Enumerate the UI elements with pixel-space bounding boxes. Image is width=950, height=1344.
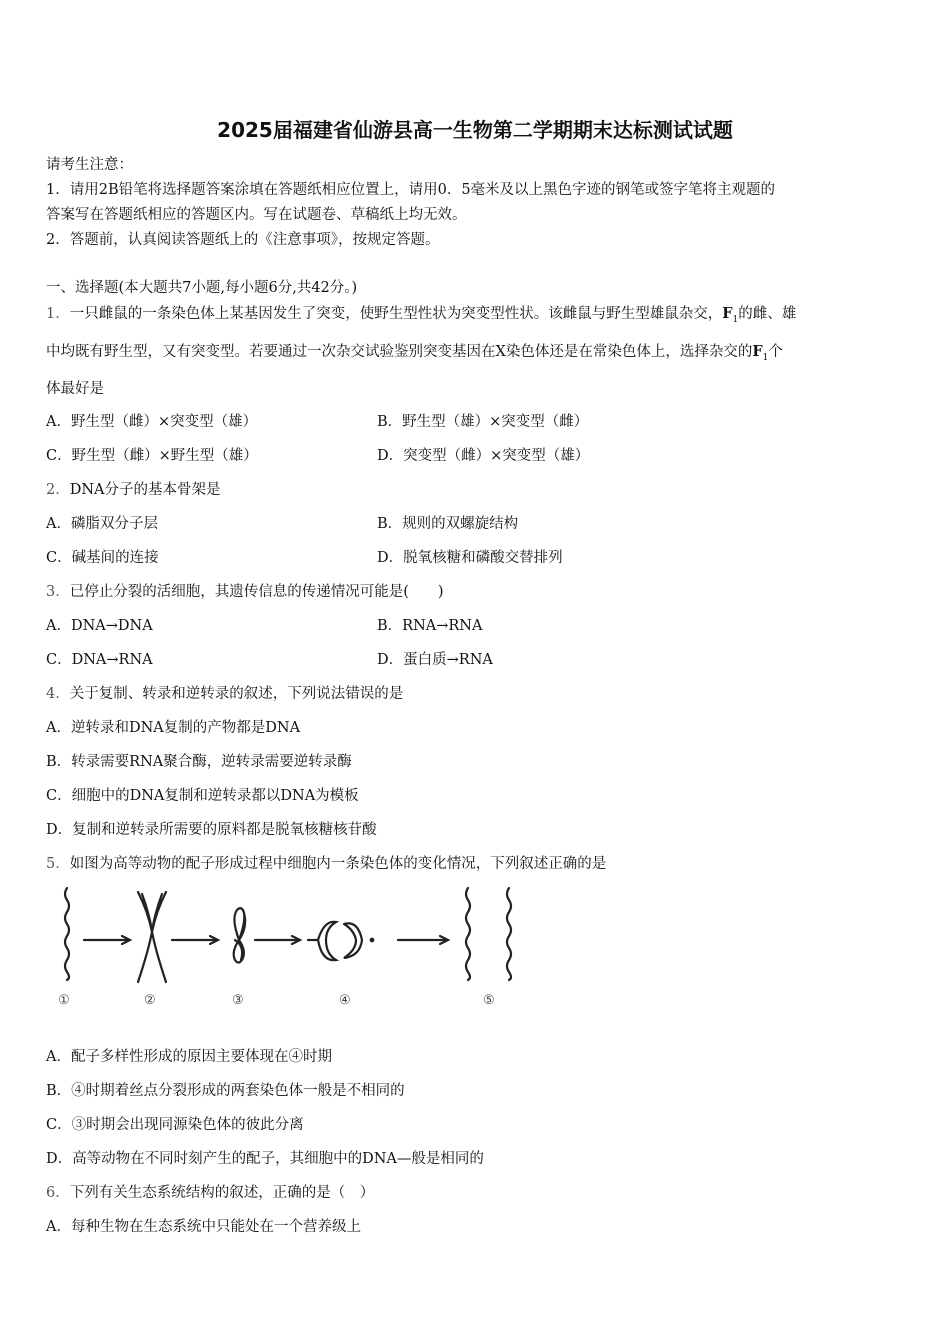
chromosome-stage-5a [466, 888, 470, 980]
notice-item-2: 2．答题前，认真阅读答题纸上的《注意事项》，按规定答题。 [46, 232, 440, 248]
chromosome-stage-1 [65, 888, 69, 980]
figure-label-3: ③ [232, 993, 244, 1008]
f1-symbol: F [722, 305, 733, 322]
option-d[interactable]: D．突变型（雌）×突变型（雄） [377, 448, 590, 464]
question-4-stem: 关于复制、转录和逆转录的叙述，下列说法错误的是 [69, 686, 404, 702]
question-number: 6． [46, 1185, 70, 1201]
option-c[interactable]: C．③时期会出现同源染色体的彼此分离 [46, 1117, 304, 1133]
question-6-stem: 下列有关生态系统结构的叙述，正确的是（ ） [69, 1185, 375, 1201]
option-b[interactable]: B．规则的双螺旋结构 [377, 516, 519, 532]
question-1-stem-c: 中均既有野生型，又有突变型。若要通过一次杂交试验鉴别突变基因在X染色体还是在常染色体上，选择杂交的 [46, 344, 753, 360]
dot [371, 939, 374, 942]
chromosome-figure [50, 882, 530, 1010]
question-number: 5． [46, 856, 70, 872]
question-5 [46, 852, 606, 873]
option-d[interactable]: D．高等动物在不同时刻产生的配子，其细胞中的DNA—般是相同的 [46, 1151, 484, 1167]
question-1-stem-b: 的雌、雄 [738, 306, 797, 322]
option-a[interactable]: A．配子多样性形成的原因主要体现在④时期 [46, 1049, 332, 1065]
section-heading: 一、选择题(本大题共7小题,每小题6分,共42分。) [46, 280, 358, 296]
option-d[interactable]: D．脱氧核糖和磷酸交替排列 [377, 550, 563, 566]
option-a[interactable]: A．每种生物在生态系统中只能处在一个营养级上 [46, 1219, 361, 1235]
option-b[interactable]: B．④时期着丝点分裂形成的两套染色体一般是不相同的 [46, 1083, 405, 1099]
notice-item-1-line-1: 1．请用2B铅笔将选择题答案涂填在答题纸相应位置上，请用0．5毫米及以上黑色字迹的钢笔或签字笔将主观题的 [46, 182, 776, 198]
option-d[interactable]: D．复制和逆转录所需要的原料都是脱氧核糖核苷酸 [46, 822, 377, 838]
option-a[interactable]: A．磷脂双分子层 [46, 516, 158, 532]
option-b[interactable]: B．RNA→RNA [377, 618, 483, 634]
figure-label-2: ② [144, 993, 156, 1008]
option-b[interactable]: B．转录需要RNA聚合酶，逆转录需要逆转录酶 [46, 754, 352, 770]
question-1-line-2 [46, 340, 783, 363]
question-1-line-3: 体最好是 [46, 381, 104, 397]
question-number: 4． [46, 686, 70, 702]
figure-label-5: ⑤ [483, 993, 495, 1008]
option-a[interactable]: A．逆转录和DNA复制的产物都是DNA [46, 720, 301, 736]
chromosome-stage-3 [234, 908, 245, 962]
option-c[interactable]: C．碱基间的连接 [46, 550, 159, 566]
notice-item-1-line-2: 答案写在答题纸相应的答题区内。写在试题卷、草稿纸上均无效。 [46, 207, 467, 223]
chromosome-stage-5b [507, 888, 511, 980]
question-4 [46, 682, 403, 703]
question-3 [46, 580, 444, 601]
question-2 [46, 478, 221, 499]
f1-symbol: F [752, 343, 763, 360]
question-1-stem-d: 个 [768, 344, 783, 360]
option-a[interactable]: A．DNA→DNA [46, 618, 153, 634]
question-1-stem-a: 一只雌鼠的一条染色体上某基因发生了突变，使野生型性状为突变型性状。该雌鼠与野生型雄鼠杂交， [69, 306, 723, 322]
option-c[interactable]: C．DNA→RNA [46, 652, 153, 668]
chromosome-stage-4 [308, 922, 362, 960]
option-d[interactable]: D．蛋白质→RNA [377, 652, 493, 668]
option-b[interactable]: B．野生型（雄）×突变型（雌） [377, 414, 589, 430]
option-c[interactable]: C．细胞中的DNA复制和逆转录都以DNA为模板 [46, 788, 359, 804]
page-title: 2025届福建省仙游县高一生物第二学期期末达标测试试题 [217, 118, 733, 142]
question-5-stem: 如图为高等动物的配子形成过程中细胞内一条染色体的变化情况，下列叙述正确的是 [69, 856, 607, 872]
question-2-stem: DNA分子的基本骨架是 [69, 482, 221, 498]
question-number: 3． [46, 584, 70, 600]
question-1-line-1 [46, 302, 796, 325]
f1-subscript: 1 [762, 352, 769, 363]
chromosome-stage-2 [138, 892, 166, 982]
question-number: 1． [46, 306, 70, 322]
notice-heading: 请考生注意： [46, 157, 133, 173]
question-6 [46, 1181, 374, 1202]
figure-label-1: ① [58, 993, 70, 1008]
figure-label-4: ④ [339, 993, 351, 1008]
question-3-stem: 已停止分裂的活细胞，其遗传信息的传递情况可能是( ) [69, 584, 444, 600]
option-c[interactable]: C．野生型（雌）×野生型（雄） [46, 448, 258, 464]
question-number: 2． [46, 482, 70, 498]
option-a[interactable]: A．野生型（雌）×突变型（雄） [46, 414, 258, 430]
f1-subscript: 1 [732, 314, 739, 325]
